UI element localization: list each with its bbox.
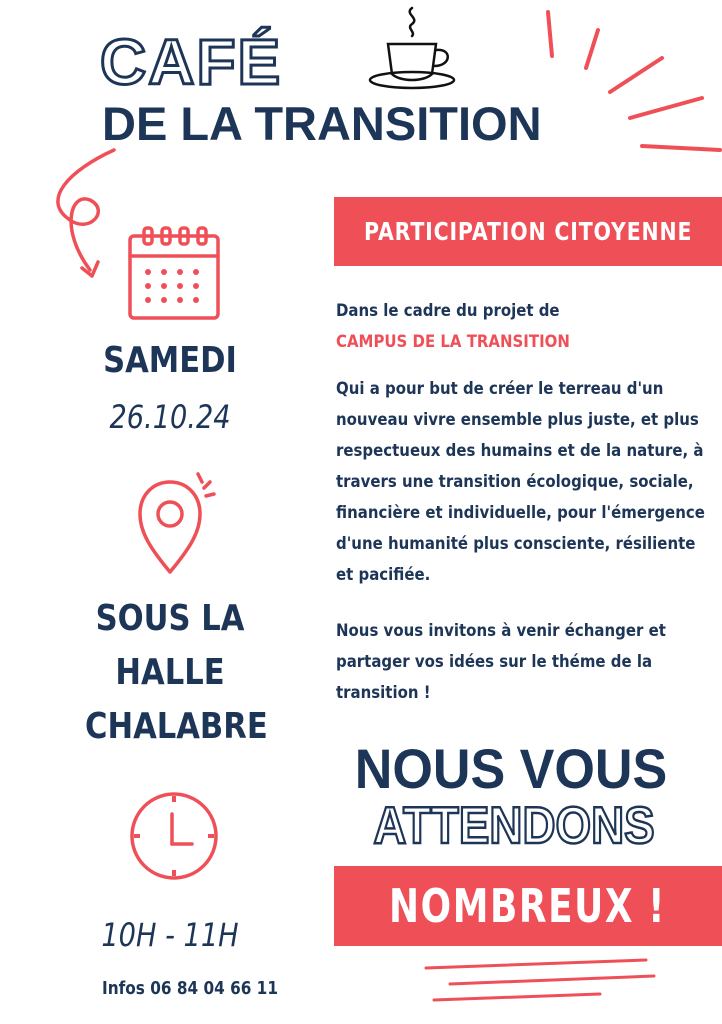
coffee-cup-icon: [364, 4, 460, 94]
event-hours: 10H - 11H: [101, 916, 239, 954]
intro-paragraph: [336, 296, 716, 358]
closing-line3: NOMBREUX !: [389, 879, 667, 933]
location-pin-icon: [130, 468, 220, 578]
nombreux-banner: [334, 866, 722, 946]
goal-paragraph: Qui a pour but de créer le terreau d'un nouveau vivre ensemble plus juste, et plus respectueux des humains et de la nature, à travers une transition écologique, sociale, financière et individuelle, pour l'émergence d'une humanité plus consciente, résiliente et pacifiée.: [336, 379, 705, 585]
title-cafe: CAFÉ: [100, 26, 283, 98]
closing-line2: ATTENDONS: [373, 797, 655, 855]
event-place-line3: CHALABRE: [85, 706, 268, 747]
event-place: [85, 592, 268, 754]
bottom-strokes-decoration: [420, 950, 660, 1010]
project-name: CAMPUS DE LA TRANSITION: [336, 332, 570, 352]
participation-banner: [334, 197, 722, 266]
clock-icon: [124, 786, 224, 886]
event-place-line1: SOUS LA: [95, 598, 245, 639]
burst-lines-decoration: [520, 0, 722, 170]
closing-line1: NOUS VOUS: [354, 737, 668, 800]
participation-banner-text: PARTICIPATION CITOYENNE: [363, 217, 693, 246]
event-place-line2: HALLE: [115, 652, 225, 693]
event-day: SAMEDI: [103, 340, 237, 381]
infos-phone: Infos 06 84 04 66 11: [102, 978, 278, 999]
title-de-la-transition: DE LA TRANSITION: [102, 97, 542, 150]
calendar-icon: [124, 222, 224, 322]
event-date: 26.10.24: [109, 398, 231, 436]
invite-paragraph: Nous vous invitons à venir échanger et partager vos idées sur le théme de la transition !: [336, 621, 666, 703]
intro-line: Dans le cadre du projet de: [336, 301, 560, 321]
curly-arrow-icon: [30, 140, 130, 290]
